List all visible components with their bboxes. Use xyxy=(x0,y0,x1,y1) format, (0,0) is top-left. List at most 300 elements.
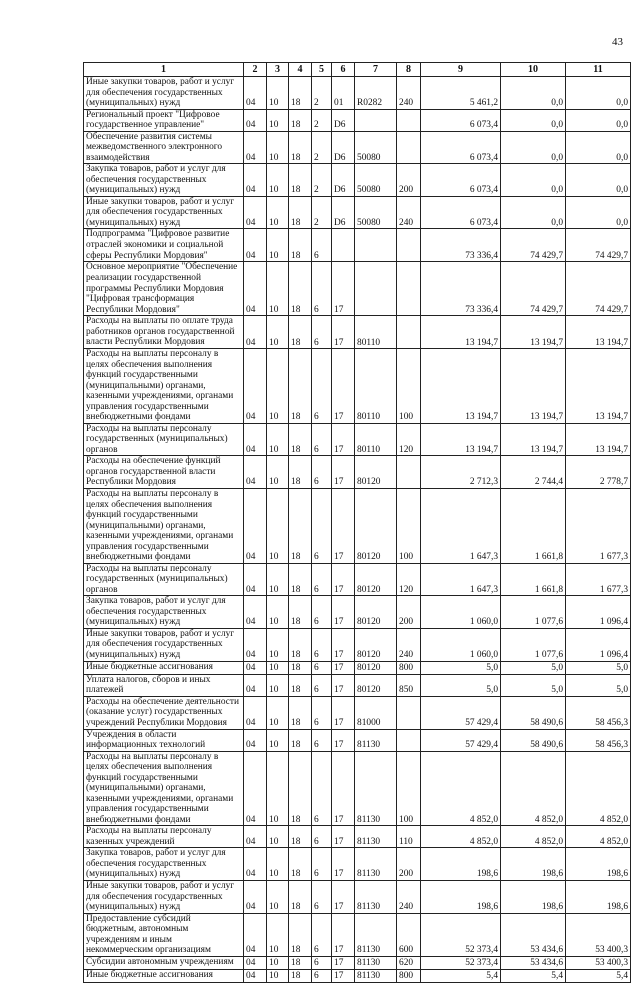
subsection-code: 10 xyxy=(267,596,289,629)
row-name: Расходы на выплаты по оплате труда работников органов государственной власти Республики Мордовия xyxy=(84,316,244,349)
article-code xyxy=(355,262,397,316)
article-code: 80120 xyxy=(355,489,397,564)
expense-type-code: 200 xyxy=(397,848,421,881)
expense-type-code xyxy=(397,109,421,131)
amount-2019: 5,0 xyxy=(421,674,501,696)
subprogram-code: 6 xyxy=(312,913,332,956)
amount-2021: 5,4 xyxy=(566,969,631,982)
article-code: 80120 xyxy=(355,661,397,674)
article-code: 81130 xyxy=(355,969,397,982)
subprogram-code: 6 xyxy=(312,262,332,316)
amount-2020: 1 077,6 xyxy=(501,628,566,661)
subprogram-code: 6 xyxy=(312,956,332,969)
table-row xyxy=(84,262,631,316)
program-code: 18 xyxy=(289,628,312,661)
program-code: 18 xyxy=(289,881,312,914)
event-code: 17 xyxy=(332,956,355,969)
program-code: 18 xyxy=(289,262,312,316)
expense-type-code xyxy=(397,316,421,349)
event-code: 17 xyxy=(332,751,355,826)
program-code: 18 xyxy=(289,229,312,262)
event-code: 17 xyxy=(332,661,355,674)
section-code: 04 xyxy=(244,848,267,881)
subprogram-code: 6 xyxy=(312,826,332,848)
amount-2021: 5,0 xyxy=(566,674,631,696)
amount-2020: 13 194,7 xyxy=(501,423,566,456)
row-name: Расходы на выплаты персоналу государственных (муниципальных) органов xyxy=(84,423,244,456)
row-name: Расходы на выплаты персоналу казенных учреждений xyxy=(84,826,244,848)
table-row xyxy=(84,423,631,456)
row-name: Региональный проект "Цифровое государственное управление" xyxy=(84,109,244,131)
amount-2020: 1 661,8 xyxy=(501,563,566,596)
table-row xyxy=(84,969,631,982)
subsection-code: 10 xyxy=(267,316,289,349)
expense-type-code: 240 xyxy=(397,196,421,229)
article-code: 80110 xyxy=(355,316,397,349)
expense-type-code: 620 xyxy=(397,956,421,969)
amount-2020: 5,4 xyxy=(501,969,566,982)
expense-type-code: 100 xyxy=(397,349,421,424)
expense-type-code xyxy=(397,262,421,316)
table-row xyxy=(84,596,631,629)
program-code: 18 xyxy=(289,969,312,982)
row-name: Иные закупки товаров, работ и услуг для обеспечения государственных (муниципальных) нужд xyxy=(84,628,244,661)
table-row xyxy=(84,229,631,262)
event-code: D6 xyxy=(332,196,355,229)
expense-type-code: 110 xyxy=(397,826,421,848)
section-code: 04 xyxy=(244,563,267,596)
section-code: 04 xyxy=(244,913,267,956)
section-code: 04 xyxy=(244,164,267,197)
article-code: 81130 xyxy=(355,956,397,969)
amount-2021: 58 456,3 xyxy=(566,729,631,751)
amount-2020: 1 077,6 xyxy=(501,596,566,629)
subsection-code: 10 xyxy=(267,196,289,229)
subsection-code: 10 xyxy=(267,262,289,316)
subsection-code: 10 xyxy=(267,77,289,110)
amount-2021: 4 852,0 xyxy=(566,826,631,848)
row-name: Иные закупки товаров, работ и услуг для обеспечения государственных (муниципальных) нужд xyxy=(84,196,244,229)
expense-type-code: 850 xyxy=(397,674,421,696)
row-name: Предоставление субсидий бюджетным, автономным учреждениям и иным некоммерческим организациям xyxy=(84,913,244,956)
section-code: 04 xyxy=(244,674,267,696)
amount-2021: 1 096,4 xyxy=(566,596,631,629)
table-row xyxy=(84,956,631,969)
program-code: 18 xyxy=(289,77,312,110)
subsection-code: 10 xyxy=(267,456,289,489)
amount-2020: 4 852,0 xyxy=(501,826,566,848)
col-header: 2 xyxy=(244,63,267,77)
amount-2020: 13 194,7 xyxy=(501,349,566,424)
table-row xyxy=(84,696,631,729)
section-code: 04 xyxy=(244,131,267,164)
amount-2019: 57 429,4 xyxy=(421,729,501,751)
subprogram-code: 6 xyxy=(312,563,332,596)
section-code: 04 xyxy=(244,729,267,751)
amount-2019: 5,4 xyxy=(421,969,501,982)
event-code: D6 xyxy=(332,131,355,164)
article-code: 80110 xyxy=(355,423,397,456)
amount-2019: 4 852,0 xyxy=(421,751,501,826)
section-code: 04 xyxy=(244,229,267,262)
program-code: 18 xyxy=(289,563,312,596)
amount-2021: 1 096,4 xyxy=(566,628,631,661)
amount-2021: 0,0 xyxy=(566,164,631,197)
subsection-code: 10 xyxy=(267,696,289,729)
row-name: Уплата налогов, сборов и иных платежей xyxy=(84,674,244,696)
event-code: 17 xyxy=(332,489,355,564)
subprogram-code: 2 xyxy=(312,109,332,131)
row-name: Иные бюджетные ассигнования xyxy=(84,661,244,674)
program-code: 18 xyxy=(289,596,312,629)
col-header: 10 xyxy=(501,63,566,77)
expense-type-code: 240 xyxy=(397,77,421,110)
col-header: 9 xyxy=(421,63,501,77)
expense-type-code: 800 xyxy=(397,969,421,982)
amount-2020: 5,0 xyxy=(501,661,566,674)
amount-2019: 5 461,2 xyxy=(421,77,501,110)
article-code xyxy=(355,229,397,262)
amount-2019: 13 194,7 xyxy=(421,349,501,424)
subprogram-code: 6 xyxy=(312,881,332,914)
program-code: 18 xyxy=(289,729,312,751)
section-code: 04 xyxy=(244,109,267,131)
expense-type-code: 200 xyxy=(397,164,421,197)
article-code: 81130 xyxy=(355,848,397,881)
table-row xyxy=(84,489,631,564)
amount-2020: 58 490,6 xyxy=(501,729,566,751)
section-code: 04 xyxy=(244,423,267,456)
section-code: 04 xyxy=(244,696,267,729)
amount-2020: 58 490,6 xyxy=(501,696,566,729)
amount-2019: 4 852,0 xyxy=(421,826,501,848)
subsection-code: 10 xyxy=(267,751,289,826)
event-code: 17 xyxy=(332,262,355,316)
program-code: 18 xyxy=(289,349,312,424)
amount-2020: 13 194,7 xyxy=(501,316,566,349)
row-name: Расходы на обеспечение функций органов государственной власти Республики Мордовия xyxy=(84,456,244,489)
subprogram-code: 6 xyxy=(312,349,332,424)
amount-2020: 0,0 xyxy=(501,77,566,110)
article-code xyxy=(355,109,397,131)
subprogram-code: 6 xyxy=(312,696,332,729)
amount-2019: 1 060,0 xyxy=(421,628,501,661)
subprogram-code: 2 xyxy=(312,164,332,197)
expense-type-code xyxy=(397,229,421,262)
expense-type-code: 240 xyxy=(397,881,421,914)
row-name: Расходы на выплаты персоналу в целях обеспечения выполнения функций государственными (муниципальными) органами, казенными учреждениями, органами управления государственными внебюджетными фондами xyxy=(84,489,244,564)
table-row xyxy=(84,456,631,489)
amount-2020: 2 744,4 xyxy=(501,456,566,489)
amount-2021: 13 194,7 xyxy=(566,349,631,424)
section-code: 04 xyxy=(244,661,267,674)
article-code: 81130 xyxy=(355,729,397,751)
row-name: Расходы на выплаты персоналу в целях обеспечения выполнения функций государственными (муниципальными) органами, казенными учреждениями, органами управления государственными внебюджетными фондами xyxy=(84,349,244,424)
row-name: Закупка товаров, работ и услуг для обеспечения государственных (муниципальных) нужд xyxy=(84,596,244,629)
subsection-code: 10 xyxy=(267,881,289,914)
subprogram-code: 2 xyxy=(312,131,332,164)
row-name: Субсидии автономным учреждениям xyxy=(84,956,244,969)
amount-2019: 1 060,0 xyxy=(421,596,501,629)
program-code: 18 xyxy=(289,164,312,197)
amount-2019: 6 073,4 xyxy=(421,164,501,197)
table-row xyxy=(84,661,631,674)
section-code: 04 xyxy=(244,196,267,229)
table-row xyxy=(84,131,631,164)
amount-2020: 53 434,6 xyxy=(501,913,566,956)
table-row xyxy=(84,674,631,696)
article-code: 80120 xyxy=(355,596,397,629)
amount-2019: 52 373,4 xyxy=(421,913,501,956)
event-code: 17 xyxy=(332,881,355,914)
amount-2021: 58 456,3 xyxy=(566,696,631,729)
subprogram-code: 6 xyxy=(312,489,332,564)
article-code: 81130 xyxy=(355,751,397,826)
section-code: 04 xyxy=(244,77,267,110)
row-name: Закупка товаров, работ и услуг для обеспечения государственных (муниципальных) нужд xyxy=(84,848,244,881)
amount-2021: 1 677,3 xyxy=(566,489,631,564)
row-name: Учреждения в области информационных технологий xyxy=(84,729,244,751)
program-code: 18 xyxy=(289,489,312,564)
row-name: Иные закупки товаров, работ и услуг для обеспечения государственных (муниципальных) нужд xyxy=(84,881,244,914)
article-code: R0282 xyxy=(355,77,397,110)
amount-2021: 74 429,7 xyxy=(566,262,631,316)
article-code: 50080 xyxy=(355,196,397,229)
table-row xyxy=(84,913,631,956)
amount-2021: 74 429,7 xyxy=(566,229,631,262)
article-code: 50080 xyxy=(355,164,397,197)
amount-2021: 198,6 xyxy=(566,848,631,881)
subprogram-code: 6 xyxy=(312,751,332,826)
amount-2020: 53 434,6 xyxy=(501,956,566,969)
subsection-code: 10 xyxy=(267,489,289,564)
col-header: 3 xyxy=(267,63,289,77)
row-name: Основное мероприятие "Обеспечение реализации государственной программы Республики Мордовия "Цифровая трансформация Республики Мордовия" xyxy=(84,262,244,316)
table-row xyxy=(84,881,631,914)
amount-2021: 53 400,3 xyxy=(566,956,631,969)
amount-2019: 5,0 xyxy=(421,661,501,674)
section-code: 04 xyxy=(244,956,267,969)
table-row xyxy=(84,729,631,751)
subsection-code: 10 xyxy=(267,848,289,881)
expense-type-code: 100 xyxy=(397,751,421,826)
event-code: 17 xyxy=(332,848,355,881)
article-code: 80120 xyxy=(355,563,397,596)
expense-type-code xyxy=(397,456,421,489)
amount-2020: 0,0 xyxy=(501,164,566,197)
subprogram-code: 6 xyxy=(312,229,332,262)
expense-type-code xyxy=(397,696,421,729)
subsection-code: 10 xyxy=(267,969,289,982)
subprogram-code: 6 xyxy=(312,729,332,751)
event-code: 17 xyxy=(332,913,355,956)
subsection-code: 10 xyxy=(267,349,289,424)
expense-type-code: 200 xyxy=(397,596,421,629)
subprogram-code: 6 xyxy=(312,423,332,456)
article-code: 80110 xyxy=(355,349,397,424)
section-code: 04 xyxy=(244,881,267,914)
amount-2019: 13 194,7 xyxy=(421,423,501,456)
subsection-code: 10 xyxy=(267,826,289,848)
program-code: 18 xyxy=(289,109,312,131)
col-header: 11 xyxy=(566,63,631,77)
table-row xyxy=(84,628,631,661)
row-name: Подпрограмма "Цифровое развитие отраслей экономики и социальной сферы Республики Мордовия" xyxy=(84,229,244,262)
amount-2021: 1 677,3 xyxy=(566,563,631,596)
col-header: 5 xyxy=(312,63,332,77)
amount-2020: 0,0 xyxy=(501,131,566,164)
article-code: 81130 xyxy=(355,881,397,914)
event-code: 17 xyxy=(332,456,355,489)
subsection-code: 10 xyxy=(267,661,289,674)
program-code: 18 xyxy=(289,751,312,826)
article-code: 81000 xyxy=(355,696,397,729)
event-code: 17 xyxy=(332,729,355,751)
program-code: 18 xyxy=(289,674,312,696)
event-code: 01 xyxy=(332,77,355,110)
amount-2019: 1 647,3 xyxy=(421,563,501,596)
amount-2019: 198,6 xyxy=(421,881,501,914)
event-code: 17 xyxy=(332,316,355,349)
section-code: 04 xyxy=(244,456,267,489)
subprogram-code: 6 xyxy=(312,456,332,489)
section-code: 04 xyxy=(244,316,267,349)
program-code: 18 xyxy=(289,196,312,229)
col-header: 4 xyxy=(289,63,312,77)
amount-2020: 4 852,0 xyxy=(501,751,566,826)
header-row xyxy=(84,63,631,77)
article-code: 80120 xyxy=(355,628,397,661)
amount-2021: 13 194,7 xyxy=(566,423,631,456)
row-name: Расходы на обеспечение деятельности (оказание услуг) государственных учреждений Республики Мордовия xyxy=(84,696,244,729)
amount-2020: 0,0 xyxy=(501,109,566,131)
amount-2019: 57 429,4 xyxy=(421,696,501,729)
table-row xyxy=(84,164,631,197)
page-number: 43 xyxy=(612,36,623,48)
subprogram-code: 6 xyxy=(312,969,332,982)
program-code: 18 xyxy=(289,423,312,456)
article-code: 81130 xyxy=(355,913,397,956)
row-name: Расходы на выплаты персоналу в целях обеспечения выполнения функций государственными (муниципальными) органами, казенными учреждениями, органами управления государственными внебюджетными фондами xyxy=(84,751,244,826)
section-code: 04 xyxy=(244,969,267,982)
program-code: 18 xyxy=(289,848,312,881)
event-code: 17 xyxy=(332,349,355,424)
section-code: 04 xyxy=(244,751,267,826)
amount-2020: 5,0 xyxy=(501,674,566,696)
subsection-code: 10 xyxy=(267,956,289,969)
amount-2021: 53 400,3 xyxy=(566,913,631,956)
table-row xyxy=(84,109,631,131)
subsection-code: 10 xyxy=(267,229,289,262)
event-code: D6 xyxy=(332,109,355,131)
event-code: D6 xyxy=(332,164,355,197)
amount-2020: 0,0 xyxy=(501,196,566,229)
amount-2019: 6 073,4 xyxy=(421,131,501,164)
event-code: 17 xyxy=(332,628,355,661)
amount-2021: 0,0 xyxy=(566,131,631,164)
amount-2020: 198,6 xyxy=(501,881,566,914)
article-code: 80120 xyxy=(355,674,397,696)
subprogram-code: 6 xyxy=(312,674,332,696)
subprogram-code: 6 xyxy=(312,628,332,661)
amount-2020: 74 429,7 xyxy=(501,229,566,262)
amount-2021: 0,0 xyxy=(566,196,631,229)
event-code: 17 xyxy=(332,969,355,982)
program-code: 18 xyxy=(289,456,312,489)
program-code: 18 xyxy=(289,826,312,848)
row-name: Закупка товаров, работ и услуг для обеспечения государственных (муниципальных) нужд xyxy=(84,164,244,197)
section-code: 04 xyxy=(244,596,267,629)
expense-type-code: 240 xyxy=(397,628,421,661)
expense-type-code: 120 xyxy=(397,563,421,596)
col-header: 6 xyxy=(332,63,355,77)
program-code: 18 xyxy=(289,913,312,956)
amount-2020: 198,6 xyxy=(501,848,566,881)
amount-2019: 2 712,3 xyxy=(421,456,501,489)
event-code: 17 xyxy=(332,826,355,848)
expense-type-code xyxy=(397,131,421,164)
amount-2021: 4 852,0 xyxy=(566,751,631,826)
article-code: 81130 xyxy=(355,826,397,848)
amount-2019: 1 647,3 xyxy=(421,489,501,564)
amount-2019: 198,6 xyxy=(421,848,501,881)
section-code: 04 xyxy=(244,628,267,661)
subsection-code: 10 xyxy=(267,913,289,956)
amount-2020: 74 429,7 xyxy=(501,262,566,316)
amount-2019: 52 373,4 xyxy=(421,956,501,969)
expense-type-code: 800 xyxy=(397,661,421,674)
program-code: 18 xyxy=(289,661,312,674)
event-code: 17 xyxy=(332,423,355,456)
table-row xyxy=(84,826,631,848)
event-code: 17 xyxy=(332,563,355,596)
row-name: Иные бюджетные ассигнования xyxy=(84,969,244,982)
event-code xyxy=(332,229,355,262)
subprogram-code: 2 xyxy=(312,196,332,229)
table-row xyxy=(84,349,631,424)
row-name: Расходы на выплаты персоналу государственных (муниципальных) органов xyxy=(84,563,244,596)
subsection-code: 10 xyxy=(267,674,289,696)
program-code: 18 xyxy=(289,696,312,729)
expense-type-code: 100 xyxy=(397,489,421,564)
table-row xyxy=(84,77,631,110)
subsection-code: 10 xyxy=(267,563,289,596)
expense-type-code: 120 xyxy=(397,423,421,456)
amount-2019: 73 336,4 xyxy=(421,229,501,262)
amount-2021: 0,0 xyxy=(566,109,631,131)
amount-2021: 13 194,7 xyxy=(566,316,631,349)
table-row xyxy=(84,316,631,349)
amount-2019: 13 194,7 xyxy=(421,316,501,349)
table-row xyxy=(84,751,631,826)
table-row xyxy=(84,563,631,596)
subsection-code: 10 xyxy=(267,628,289,661)
row-name: Обеспечение развития системы межведомственного электронного взаимодействия xyxy=(84,131,244,164)
amount-2021: 198,6 xyxy=(566,881,631,914)
amount-2020: 1 661,8 xyxy=(501,489,566,564)
col-header: 8 xyxy=(397,63,421,77)
event-code: 17 xyxy=(332,596,355,629)
subsection-code: 10 xyxy=(267,423,289,456)
program-code: 18 xyxy=(289,131,312,164)
section-code: 04 xyxy=(244,826,267,848)
amount-2021: 2 778,7 xyxy=(566,456,631,489)
expense-type-code: 600 xyxy=(397,913,421,956)
row-name: Иные закупки товаров, работ и услуг для обеспечения государственных (муниципальных) нужд xyxy=(84,77,244,110)
expense-type-code xyxy=(397,729,421,751)
amount-2019: 6 073,4 xyxy=(421,196,501,229)
subprogram-code: 6 xyxy=(312,316,332,349)
